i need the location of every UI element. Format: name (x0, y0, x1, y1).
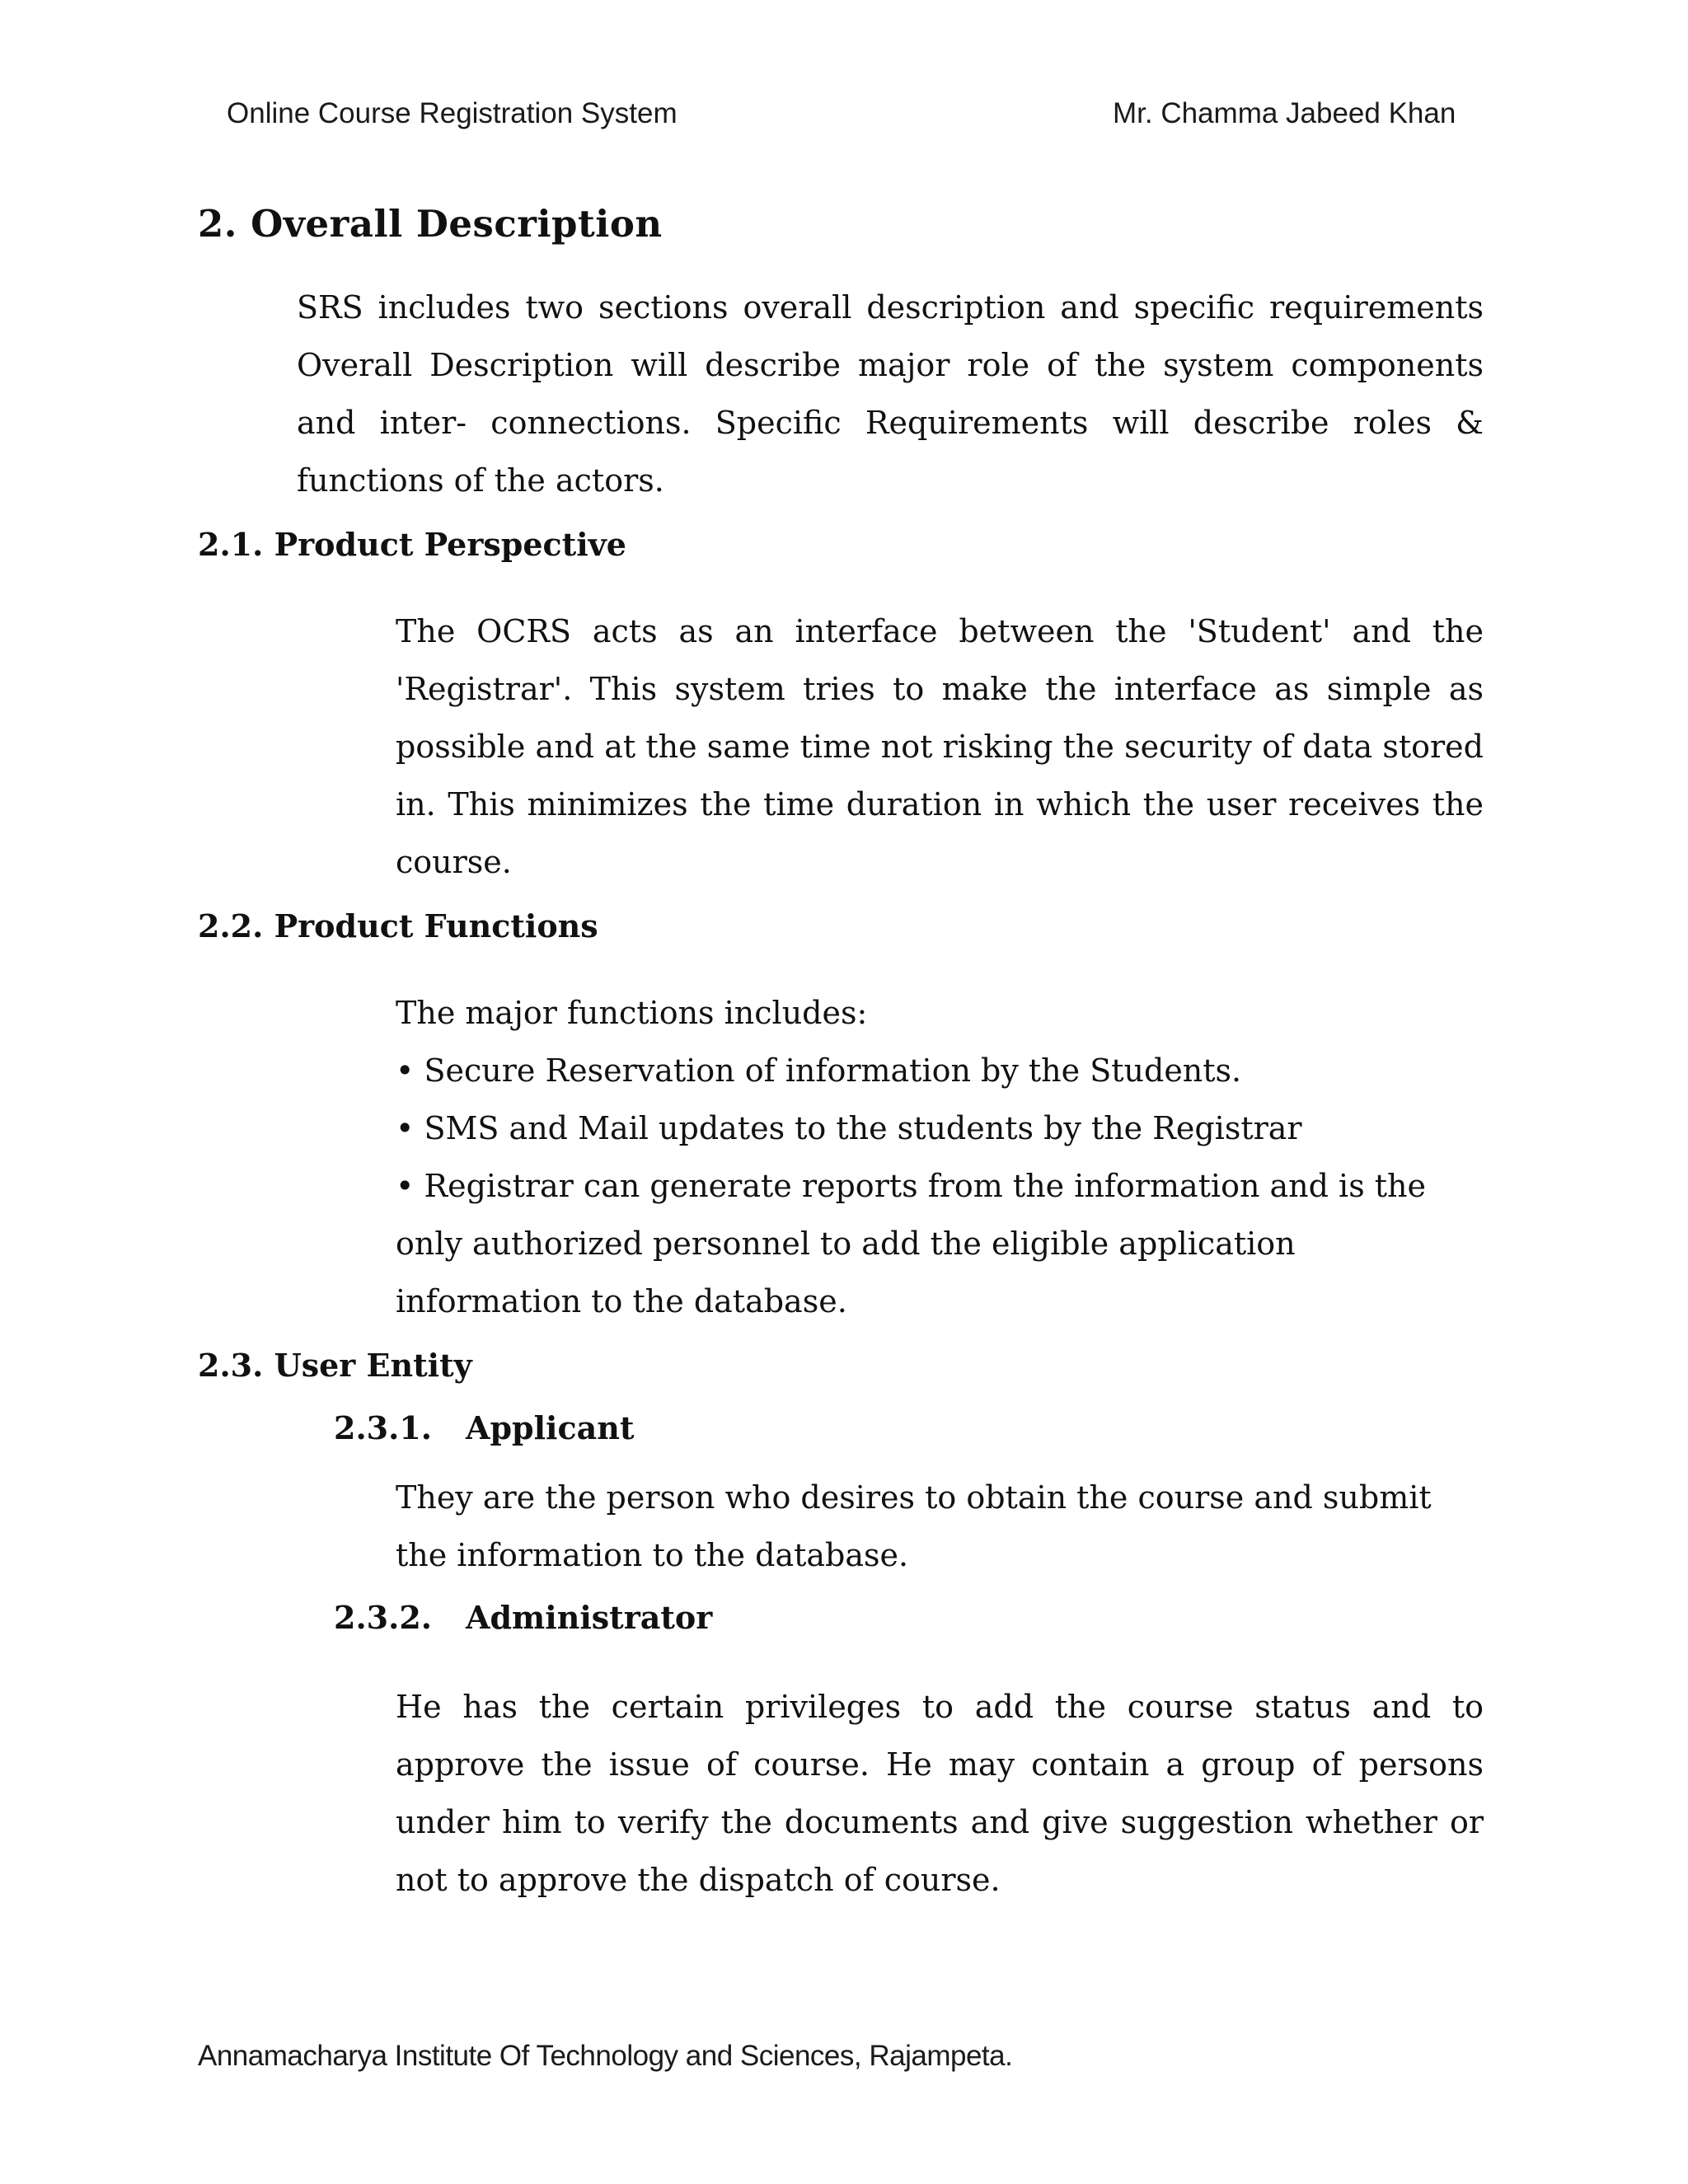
applicant-heading (334, 1399, 1492, 1457)
header-document-title: Online Course Registration System (227, 97, 678, 129)
page-footer: Annamacharya Institute Of Technology and Sciences, Rajampeta. (198, 2040, 1013, 2072)
section-heading: 2. Overall Description (198, 202, 663, 246)
product-functions-list (396, 984, 1484, 1330)
list-item: • SMS and Mail updates to the students by the Registrar (396, 1110, 1302, 1146)
administrator-number: 2.3.2. (334, 1599, 433, 1636)
applicant-number: 2.3.1. (334, 1409, 433, 1446)
list-item: • Registrar can generate reports from the information and is the only authorized personnel to add the eligible application information to the database. (396, 1168, 1427, 1319)
product-perspective-heading: 2.1. Product Perspective (198, 526, 626, 563)
administrator-paragraph: He has the certain privileges to add the course status and to approve the issue of course. He may contain a group of persons under him to verify the documents and give suggestion whether or not to approve the dispatch of course. (396, 1689, 1484, 1898)
administrator-title: Administrator (466, 1599, 713, 1636)
applicant-title: Applicant (466, 1409, 635, 1446)
section-intro-paragraph: SRS includes two sections overall description and specific requirements Overall Description will describe major role of the system components and inter- connections. Specific Requirements will describe roles & functions of the actors. (297, 289, 1484, 499)
user-entity-heading: 2.3. User Entity (198, 1347, 472, 1384)
product-perspective-paragraph: The OCRS acts as an interface between the 'Student' and the 'Registrar'. This system tries to make the interface as simple as possible and at the same time not risking the security of data stored in. This minimizes the time duration in which the user receives the course. (396, 613, 1484, 880)
product-functions-heading: 2.2. Product Functions (198, 907, 598, 944)
administrator-heading (334, 1589, 1492, 1647)
header-author: Mr. Chamma Jabeed Khan (1113, 97, 1456, 129)
functions-lead: The major functions includes: (396, 995, 868, 1031)
list-item: • Secure Reservation of information by the Students. (396, 1052, 1242, 1089)
applicant-paragraph: They are the person who desires to obtain the course and submit the information to the database. (396, 1479, 1432, 1573)
document-body (198, 202, 1492, 1909)
